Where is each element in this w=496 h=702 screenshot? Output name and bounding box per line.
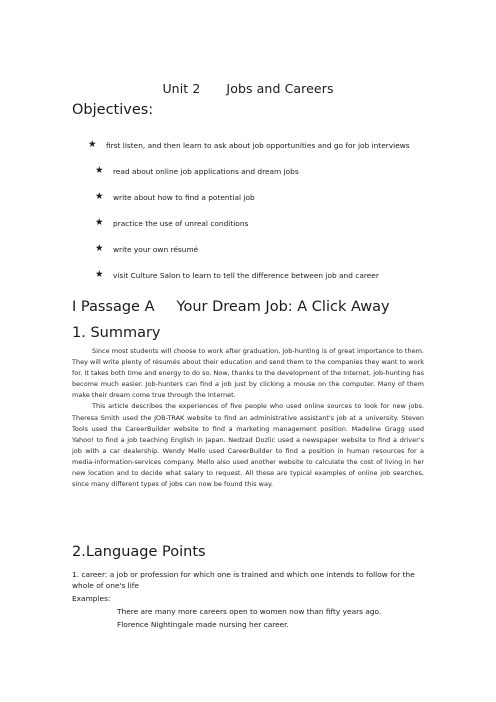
passage-number: I Passage A (72, 299, 155, 315)
summary-paragraph: Since most students will choose to work after graduation, job-hunting is of great importance to them. They will write plenty of résumés about their education and send them to the companies they want to work for. It takes both time and energy to do so. Now, thanks to the development of the Internet, job-hunting has become much easier. Job-hunters can find a job just by clicking a mouse on the computer. Many of them make their dream come true through the Internet. (72, 347, 424, 400)
objective-text: first listen, and then learn to ask about job opportunities and go for job interviews (106, 141, 410, 150)
examples-label: Examples: (72, 594, 111, 603)
summary-body (72, 346, 424, 490)
language-points-heading: 2.Language Points (72, 544, 206, 560)
unit-number: Unit 2 (162, 81, 201, 96)
example-sentence: There are many more careers open to women now than fifty years ago. (117, 607, 382, 616)
objective-text: visit Culture Salon to learn to tell the difference between job and career (113, 271, 379, 280)
unit-title (0, 81, 496, 96)
language-point-entry (72, 570, 424, 592)
star-icon: ★ (95, 269, 104, 280)
star-icon: ★ (88, 139, 97, 150)
star-icon: ★ (95, 191, 104, 202)
star-icon: ★ (95, 243, 104, 254)
objective-text: write your own résumé (113, 245, 199, 254)
passage-title: Your Dream Job: A Click Away (176, 299, 390, 315)
summary-heading: 1. Summary (72, 325, 161, 341)
star-icon: ★ (95, 165, 104, 176)
passage-heading (72, 299, 390, 315)
language-point-definition: a job or profession for which one is trained and which one intends to follow for the whole of one's life (72, 570, 415, 590)
objective-text: practice the use of unreal conditions (113, 219, 249, 228)
language-point-term: 1. career: (72, 570, 108, 579)
unit-name: Jobs and Careers (226, 81, 334, 96)
objective-text: write about how to find a potential job (113, 193, 255, 202)
star-icon: ★ (95, 217, 104, 228)
example-sentence: Florence Nightingale made nursing her career. (117, 620, 289, 629)
summary-paragraph: This article describes the experiences of five people who used online sources to look for new jobs. Theresa Smith used the JOB-TRAK website to find an administrative assistant's job at a university. Steven Tools used the CareerBuilder website to find a marketing management position. Madeline Gragg used Yahoo! to find a job teaching English in Japan. Nedzad Dozlic used a newspaper website to find a driver's job with a car dealership. Wendy Mello used CareerBuilder to find a position in human resources for a media-information-services company. Mello also used another website to calculate the cost of living in her new location and to decide what salary to request. All these are typical examples of online job searches, since many different types of jobs can now be found this way. (72, 402, 424, 489)
objectives-heading: Objectives: (72, 102, 154, 118)
objective-text: read about online job applications and dream jobs (113, 167, 299, 176)
